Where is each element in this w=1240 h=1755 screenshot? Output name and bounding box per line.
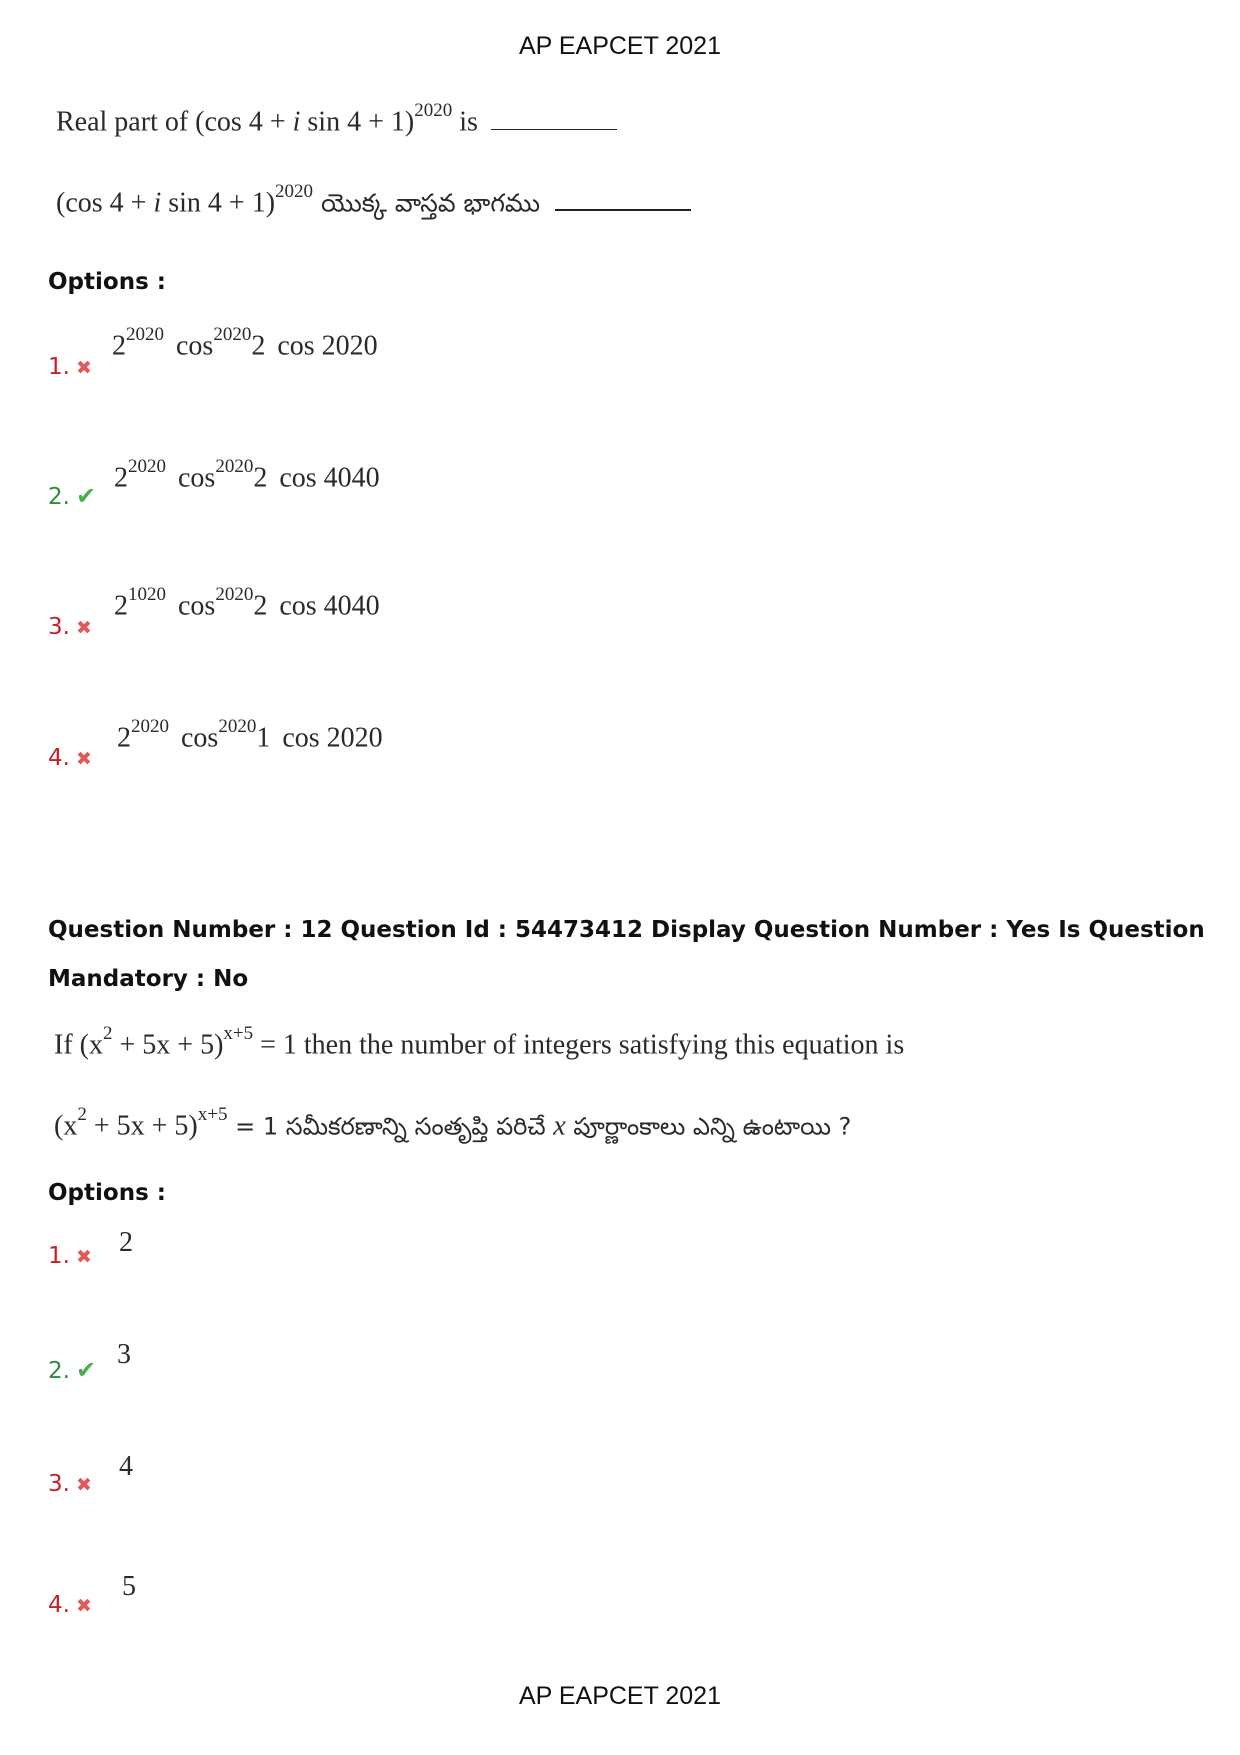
option-3[interactable]: 3. ✖ (48, 614, 92, 640)
answer-blank (491, 129, 617, 130)
option-1[interactable]: 1. ✖ (48, 1243, 92, 1269)
option-2-value: 3 (117, 1339, 131, 1370)
option-1-expression: $2^{2020}$ $\cos^{2020}2$ cos 2020 (112, 324, 378, 362)
option-1[interactable]: 1. ✖ (48, 354, 92, 380)
options-label: Options : (48, 1180, 166, 1206)
question-12-text-english: If $(x^2 + 5x + 5)^{x+5} = 1$ then the number of integers satisfying this equation is (54, 1023, 905, 1061)
wrong-icon: ✖ (75, 748, 92, 770)
question-12-info: Question Number : 12 Question Id : 54473412 Display Question Number : Yes Is Question Mandatory : No (48, 917, 1205, 992)
option-4-expression: $2^{2020}$ $\cos^{2020}1$ cos 2020 (117, 716, 383, 754)
check-icon: ✔ (75, 1356, 97, 1384)
check-icon: ✔ (75, 482, 97, 510)
question-11-text-telugu: (cos 4 + i sin 4 + 1)$^{2020}$ యొక్క వాస్తవ భాగము (56, 185, 691, 224)
option-4-value: 5 (122, 1571, 136, 1602)
page-header: AP EAPCET 2021 (519, 32, 721, 60)
question-12-text-telugu: $(x^2 + 5x + 5)^{x+5} = 1$ సమీకరణాన్ని సంతృప్తి పరిచే x పూర్ణాంకాలు ఎన్ని ఉంటాయి ? (54, 1104, 852, 1142)
options-label: Options : (48, 269, 166, 295)
option-1-value: 2 (119, 1227, 133, 1258)
question-11-text-english: Real part of (cos 4 + i sin 4 + 1)$^{2020}$ is (56, 104, 617, 138)
option-2[interactable]: 2. ✔ (48, 482, 97, 510)
option-4[interactable]: 4. ✖ (48, 745, 92, 771)
answer-blank (555, 209, 691, 211)
option-3-value: 4 (119, 1451, 133, 1482)
option-3-expression: $2^{1020}$ $\cos^{2020}2$ cos 4040 (114, 584, 380, 622)
wrong-icon: ✖ (75, 357, 92, 379)
page-footer: AP EAPCET 2021 (519, 1682, 721, 1710)
option-2[interactable]: 2. ✔ (48, 1356, 97, 1384)
wrong-icon: ✖ (75, 1246, 92, 1268)
wrong-icon: ✖ (75, 1595, 92, 1617)
wrong-icon: ✖ (75, 1474, 92, 1496)
option-2-expression: $2^{2020}$ $\cos^{2020}2$ cos 4040 (114, 456, 380, 494)
option-3[interactable]: 3. ✖ (48, 1471, 92, 1497)
option-4[interactable]: 4. ✖ (48, 1592, 92, 1618)
wrong-icon: ✖ (75, 617, 92, 639)
